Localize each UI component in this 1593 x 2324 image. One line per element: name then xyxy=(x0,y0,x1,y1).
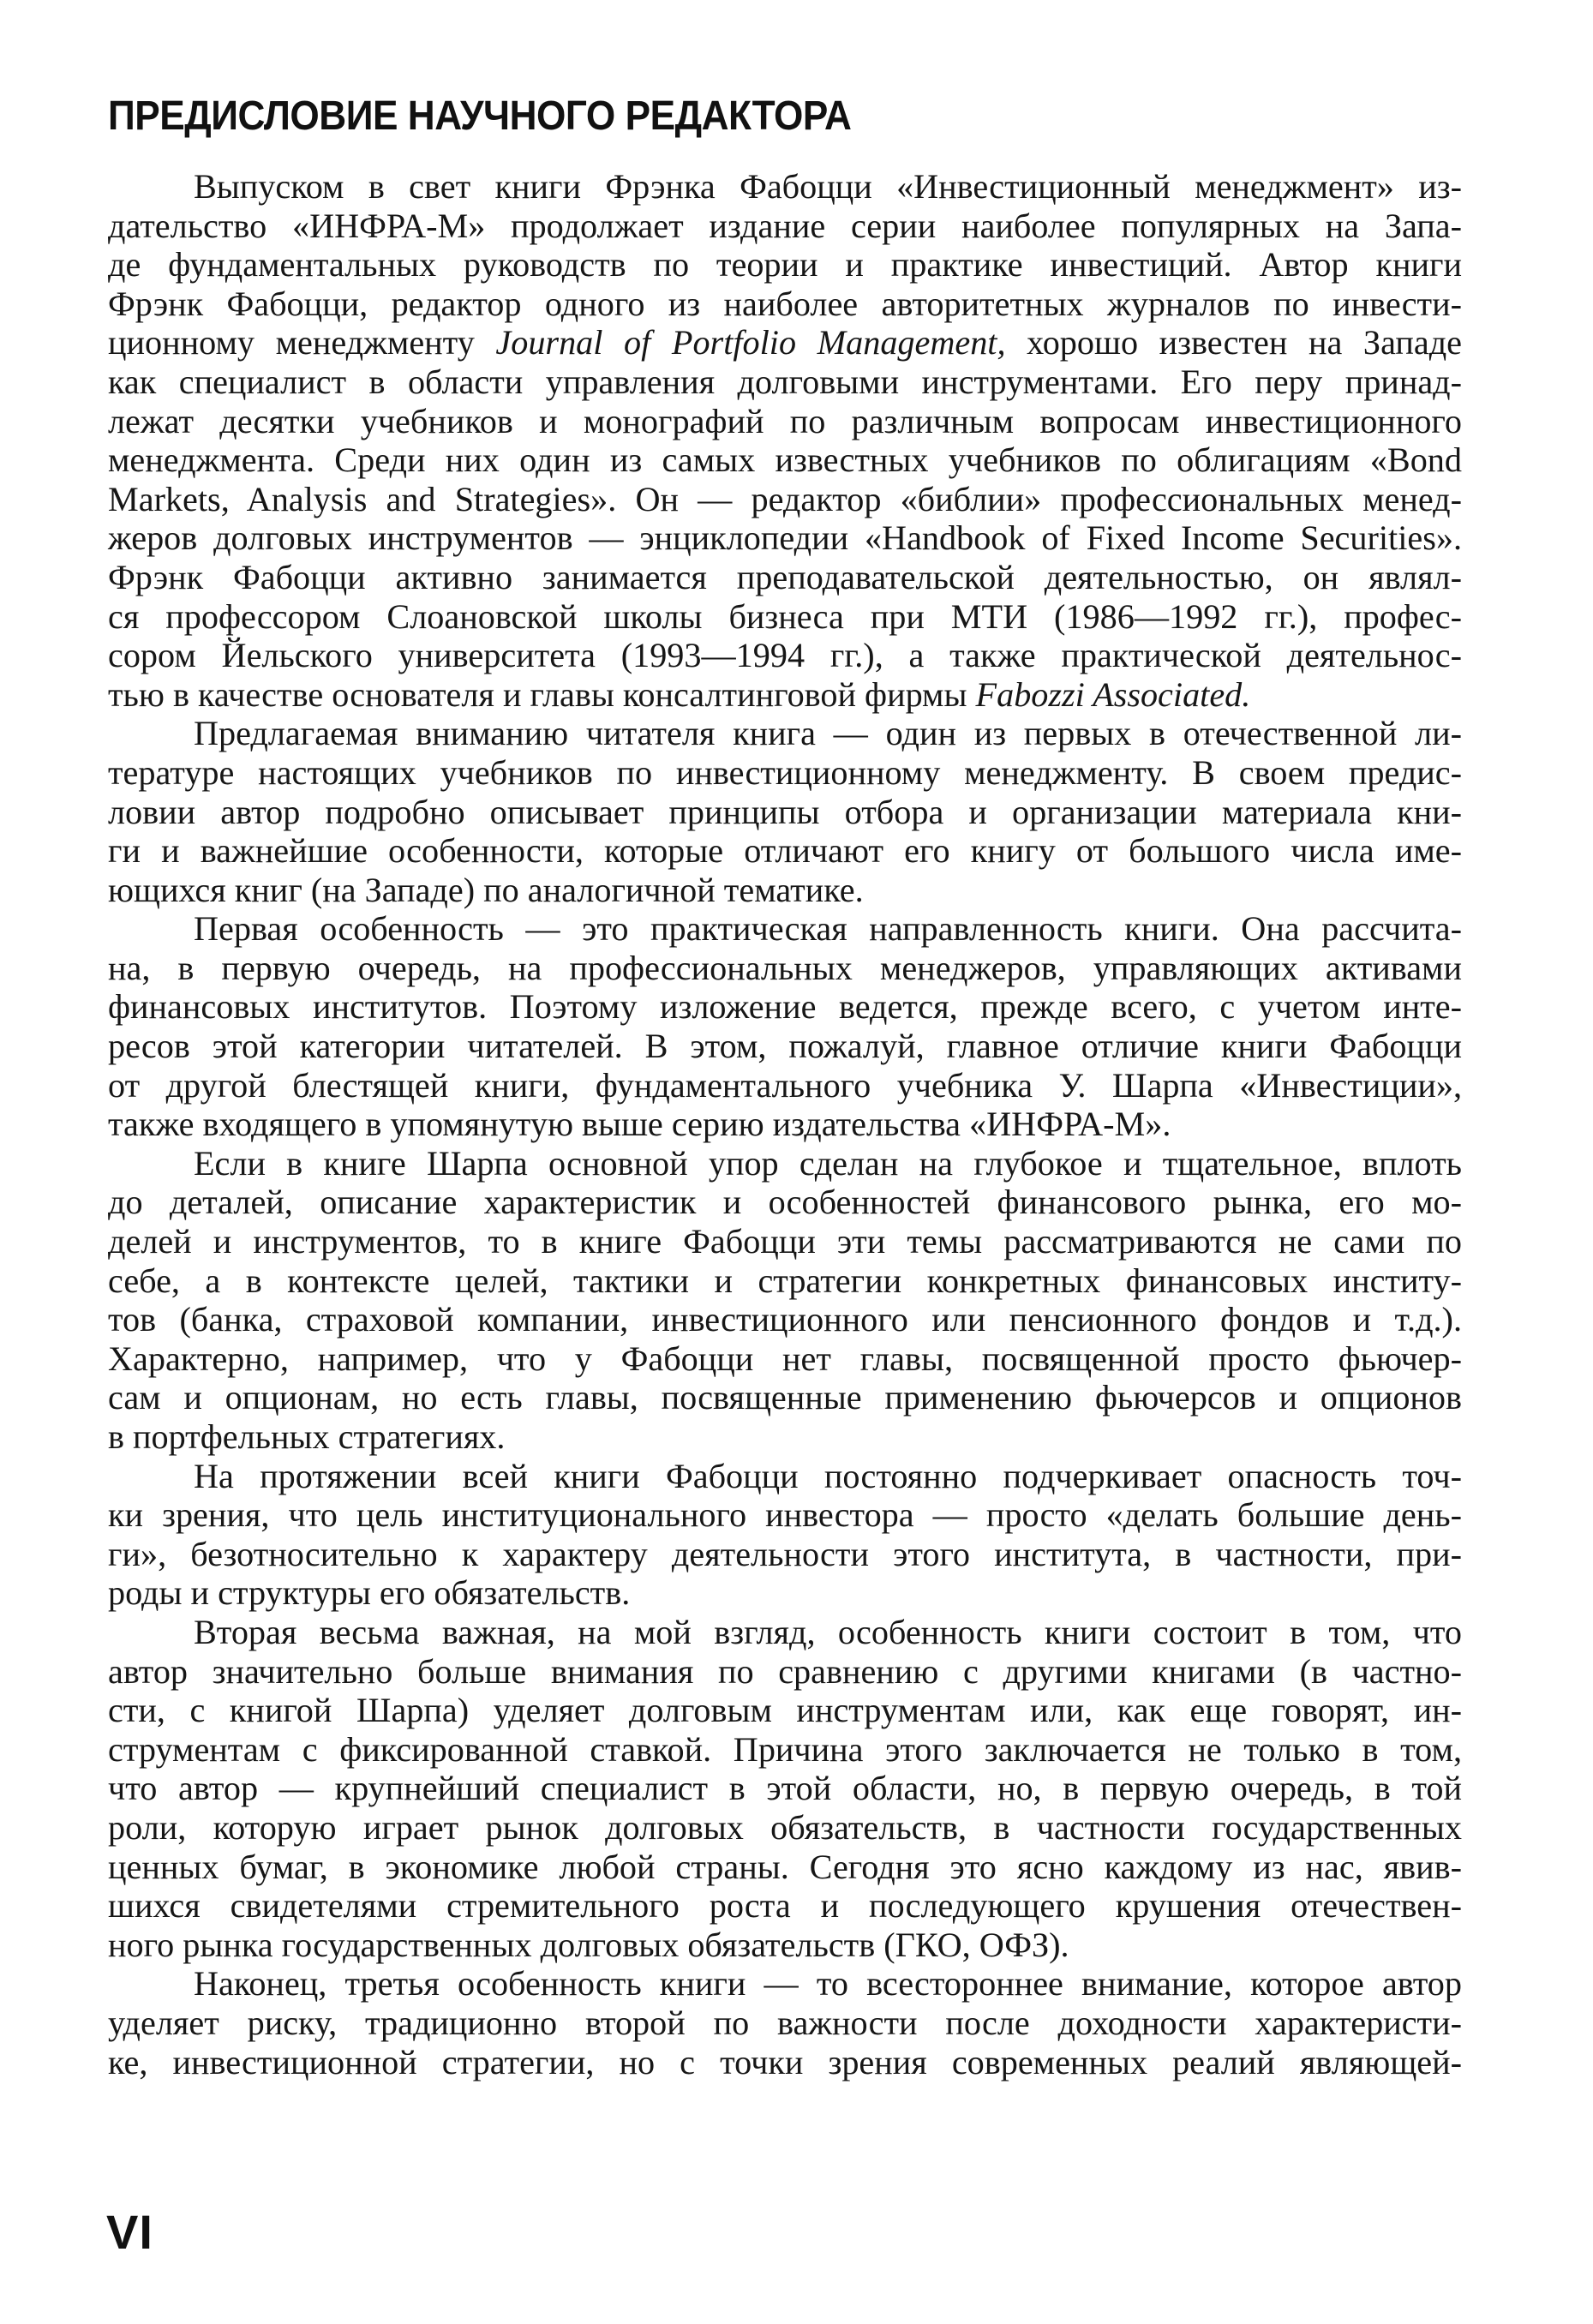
text-line xyxy=(108,245,1462,285)
text-line xyxy=(108,1730,1462,1770)
text-line xyxy=(108,1261,1462,1301)
text-line xyxy=(108,949,1462,988)
text-run: Предлагаемая вниманию читателя книга — один из первых в отечественной ли- xyxy=(194,714,1462,753)
page-number: VI xyxy=(106,2205,153,2259)
text-line xyxy=(108,323,1462,362)
text-run: роли, которую играет рынок долговых обязательств, в частности государственных xyxy=(108,1807,1462,1847)
text-line xyxy=(108,2043,1462,2082)
text-run: сам и опционам, но есть главы, посвященные применению фьючерсов и опционов xyxy=(108,1378,1462,1417)
text-run: Характерно, например, что у Фабоцци нет главы, посвященной просто фьючер- xyxy=(108,1339,1462,1378)
text-line xyxy=(108,793,1462,832)
text-line xyxy=(108,987,1462,1027)
text-line xyxy=(108,1339,1462,1379)
text-run: ного рынка государственных долговых обязательств (ГКО, ОФЗ). xyxy=(108,1925,1069,1964)
text-run: лежат десятки учебников и монографий по различным вопросам инвестиционного xyxy=(108,401,1462,440)
text-run: ся профессором Слоановской школы бизнеса при МТИ (1986—1992 гг.), профес- xyxy=(108,596,1462,636)
text-run: также входящего в упомянутую выше серию издательства «ИНФРА-М». xyxy=(108,1105,1171,1144)
text-run: Фрэнк Фабоцци, редактор одного из наиболее авторитетных журналов по инвести- xyxy=(108,284,1462,323)
text-run: Markets, Analysis and Strategies». Он — редактор «библии» профессиональных менед- xyxy=(108,479,1462,518)
text-line xyxy=(108,285,1462,324)
text-run: себе, а в контексте целей, тактики и стратегии конкретных финансовых институ- xyxy=(108,1261,1462,1300)
text-run: что автор — крупнейший специалист в этой области, но, в первую очередь, в той xyxy=(108,1769,1462,1808)
text-line xyxy=(108,1105,1462,1144)
text-line xyxy=(108,1613,1462,1652)
paragraph xyxy=(108,167,1462,714)
text-run: делей и инструментов, то в книге Фабоцци эти темы рассматриваются не сами по xyxy=(108,1222,1462,1261)
text-line xyxy=(108,402,1462,441)
text-line xyxy=(108,440,1462,480)
paragraph xyxy=(108,714,1462,909)
text-run: тов (банка, страховой компании, инвестиционного или пенсионного фондов и т.д.). xyxy=(108,1300,1462,1339)
text-line xyxy=(108,1573,1462,1613)
text-line xyxy=(108,1378,1462,1417)
text-run: от другой блестящей книги, фундаментального учебника У. Шарпа «Инвестиции», xyxy=(108,1065,1462,1105)
text-line xyxy=(108,362,1462,402)
text-line xyxy=(108,1886,1462,1926)
text-line xyxy=(108,1222,1462,1261)
text-run: ки зрения, что цель институционального инвестора — просто «делать большие день- xyxy=(108,1495,1462,1535)
text-run: на, в первую очередь, на профессиональных менеджеров, управляющих активами xyxy=(108,948,1462,987)
text-line xyxy=(108,1691,1462,1730)
italic-text: Fabozzi Associated. xyxy=(975,674,1251,714)
paragraph xyxy=(108,1613,1462,1964)
text-line xyxy=(108,753,1462,793)
text-run: жеров долговых инструментов — энциклопедии «Handbook of Fixed Income Securities». xyxy=(108,518,1462,558)
text-run: ресов этой категории читателей. В этом, пожалуй, главное отличие книги Фабоцци xyxy=(108,1027,1462,1066)
text-line xyxy=(108,1535,1462,1574)
text-line xyxy=(108,1495,1462,1535)
text-run: до деталей, описание характеристик и особенностей финансового рынка, его мо- xyxy=(108,1183,1462,1222)
page-heading: ПРЕДИСЛОВИЕ НАУЧНОГО РЕДАКТОРА xyxy=(108,93,852,139)
text-run: автор значительно больше внимания по сравнению с другими книгами (в частно- xyxy=(108,1651,1462,1691)
text-line xyxy=(108,597,1462,637)
text-line xyxy=(108,1457,1462,1496)
text-line xyxy=(108,714,1462,753)
paragraph xyxy=(108,1144,1462,1457)
text-run: ценных бумаг, в экономике любой страны. Сегодня это ясно каждому из нас, явив- xyxy=(108,1847,1462,1886)
text-run: в портфельных стратегиях. xyxy=(108,1417,506,1456)
text-line xyxy=(108,1183,1462,1222)
text-run: финансовых институтов. Поэтому изложение ведется, прежде всего, с учетом инте- xyxy=(108,987,1462,1027)
text-run: хорошо известен на Западе xyxy=(1005,323,1463,362)
text-run: менеджмента. Среди них один из самых известных учебников по облигациям «Bond xyxy=(108,440,1462,480)
text-line xyxy=(108,480,1462,519)
text-line xyxy=(108,636,1462,675)
text-run: шихся свидетелями стремительного роста и последующего крушения отечествен- xyxy=(108,1886,1462,1926)
text-run: Фрэнк Фабоцци активно занимается преподавательской деятельностью, он являл- xyxy=(108,557,1462,596)
text-run: ке, инвестиционной стратегии, но с точки зрения современных реалий являющей- xyxy=(108,2042,1462,2081)
text-line xyxy=(108,831,1462,871)
paragraph xyxy=(108,1457,1462,1613)
text-line xyxy=(108,1066,1462,1105)
text-line xyxy=(108,518,1462,558)
text-run: Выпуском в свет книги Фрэнка Фабоцци «Инвестиционный менеджмент» из- xyxy=(194,167,1462,206)
text-line xyxy=(108,1926,1462,1965)
text-line xyxy=(108,675,1462,715)
paragraph xyxy=(108,1964,1462,2081)
text-run: как специалист в области управления долговыми инструментами. Его перу принад- xyxy=(108,362,1462,401)
text-run: де фундаментальных руководств по теории и практике инвестиций. Автор книги xyxy=(108,245,1462,285)
text-line xyxy=(108,1417,1462,1457)
text-line xyxy=(108,871,1462,910)
text-run: дательство «ИНФРА-М» продолжает издание серии наиболее популярных на Запа- xyxy=(108,206,1462,245)
text-line xyxy=(108,1027,1462,1066)
text-run: ги и важнейшие особенности, которые отличают его книгу от большого числа име- xyxy=(108,831,1462,871)
paragraph xyxy=(108,909,1462,1144)
text-line xyxy=(108,558,1462,597)
text-run: тературе настоящих учебников по инвестиционному менеджменту. В своем предис- xyxy=(108,752,1462,792)
text-line xyxy=(108,207,1462,246)
text-run: ющихся книг (на Западе) по аналогичной тематике. xyxy=(108,870,864,909)
text-run: сором Йельского университета (1993—1994 гг.), а также практической деятельнос- xyxy=(108,636,1462,675)
text-run: Если в книге Шарпа основной упор сделан на глубокое и тщательное, вплоть xyxy=(194,1143,1462,1183)
text-line xyxy=(108,1848,1462,1887)
text-line xyxy=(108,1769,1462,1808)
italic-text: Journal of Portfolio Management, xyxy=(495,323,1006,362)
text-run: ловии автор подробно описывает принципы отбора и организации материала кни- xyxy=(108,792,1462,831)
text-run: уделяет риску, традиционно второй по важности после доходности характеристи- xyxy=(108,2003,1462,2042)
text-run: ционному менеджменту xyxy=(108,323,496,362)
text-run: роды и структуры его обязательств. xyxy=(108,1573,631,1613)
text-run: На протяжении всей книги Фабоцци постоянно подчеркивает опасность точ- xyxy=(194,1456,1462,1495)
text-run: сти, с книгой Шарпа) уделяет долговым инструментам или, как еще говорят, ин- xyxy=(108,1691,1462,1730)
text-run: тью в качестве основателя и главы консалтинговой фирмы xyxy=(108,674,976,714)
text-line xyxy=(108,167,1462,207)
text-line xyxy=(108,1652,1462,1692)
body-text xyxy=(108,167,1462,2081)
text-run: Первая особенность — это практическая направленность книги. Она рассчита- xyxy=(194,909,1462,949)
text-line xyxy=(108,2004,1462,2043)
text-run: струментам с фиксированной ставкой. Причина этого заключается не только в том, xyxy=(108,1729,1462,1769)
text-run: ги», безотносительно к характеру деятельности этого института, в частности, при- xyxy=(108,1534,1462,1573)
text-line xyxy=(108,1808,1462,1848)
text-line xyxy=(108,1144,1462,1183)
text-run: Вторая весьма важная, на мой взгляд, особенность книги состоит в том, что xyxy=(194,1612,1462,1651)
text-run: Наконец, третья особенность книги — то всестороннее внимание, которое автор xyxy=(194,1964,1462,2004)
text-line xyxy=(108,909,1462,949)
text-line xyxy=(108,1300,1462,1339)
text-line xyxy=(108,1964,1462,2004)
